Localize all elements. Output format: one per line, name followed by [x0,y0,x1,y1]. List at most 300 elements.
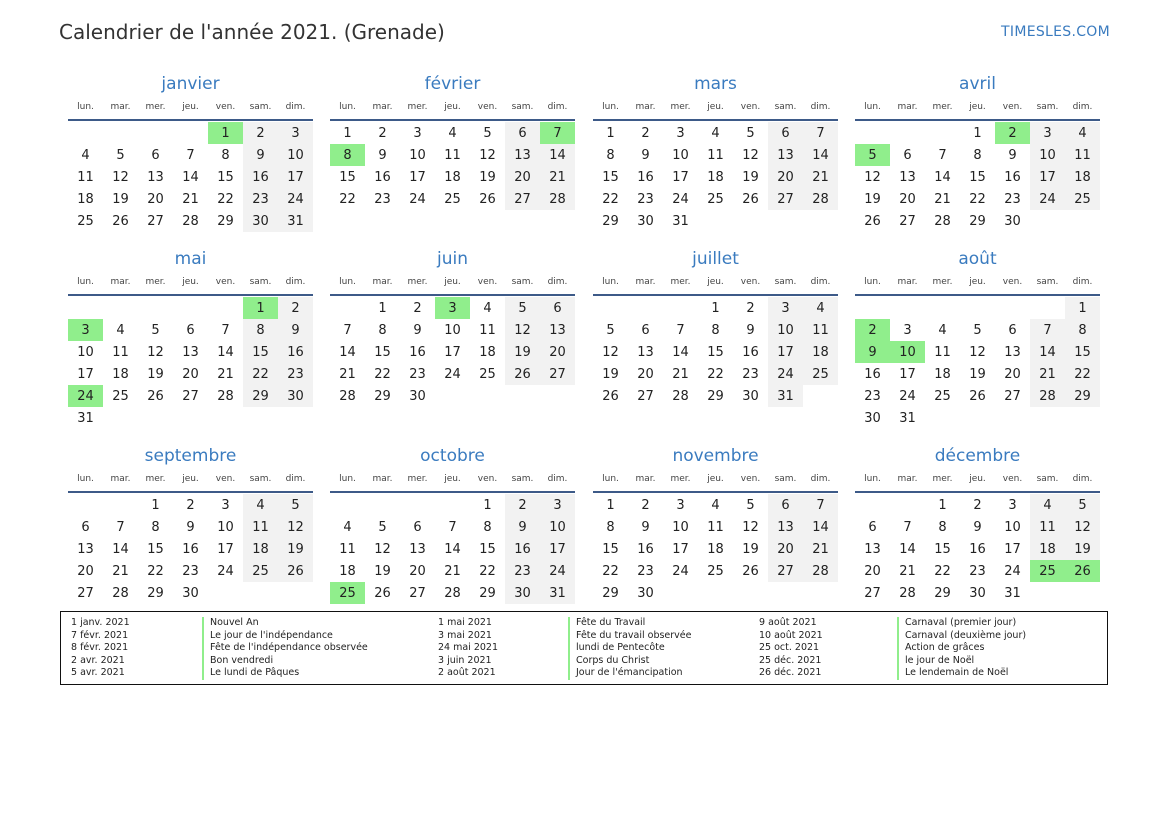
day-cell: 1 [606,497,615,513]
day-cell: 1 [973,125,982,141]
day-cell: 11 [479,322,496,338]
weekend-day-cell: 27 [540,363,575,385]
day-cell: 26 [864,213,881,229]
day-cell: 26 [479,191,496,207]
holiday-date: 5 avr. 2021 [71,667,125,678]
day-cell: 27 [147,213,164,229]
weekday-label: jeu. [707,277,724,287]
holiday-day-cell: 1 [208,122,243,144]
day-cell: 20 [409,563,426,579]
day-cell: 16 [969,541,986,557]
day-cell: 18 [112,366,129,382]
holiday-day-cell: 3 [68,319,103,341]
weekend-day-cell: 17 [1030,166,1065,188]
holiday-name: Fête du Travail [576,617,646,628]
weekday-label: dim. [547,474,568,484]
holiday-legend [60,611,1108,685]
weekday-label: sam. [511,102,534,112]
month-name: novembre [672,446,759,466]
day-cell: 21 [217,366,234,382]
holiday-name: Le lendemain de Noël [905,667,1009,678]
weekend-day-cell: 22 [243,363,278,385]
weekday-label: mer. [670,277,691,287]
weekday-label: mer. [145,277,166,287]
empty-cell [68,122,103,144]
weekend-day-cell: 20 [540,341,575,363]
weekday-label: mer. [932,102,953,112]
weekday-label: ven. [740,277,761,287]
day-cell: 12 [742,147,759,163]
day-cell: 20 [864,563,881,579]
holiday-day-cell: 8 [330,144,365,166]
day-cell: 5 [378,519,387,535]
day-cell: 11 [112,344,129,360]
day-cell: 6 [903,147,912,163]
day-cell: 22 [602,563,619,579]
day-cell: 10 [672,147,689,163]
day-cell: 5 [606,322,615,338]
weekday-label: ven. [215,277,236,287]
day-cell: 8 [151,519,160,535]
day-cell: 6 [151,147,160,163]
weekday-header [68,102,313,117]
month-11 [593,446,838,604]
weekend-day-cell: 10 [1030,144,1065,166]
weekend-day-cell: 14 [1030,341,1065,363]
day-cell: 12 [374,541,391,557]
weekend-day-cell: 6 [540,297,575,319]
weekday-label: jeu. [182,277,199,287]
weekend-day-cell: 20 [768,538,803,560]
legend-names-column [210,617,368,680]
day-cell: 25 [444,191,461,207]
holiday-name: Bon vendredi [210,654,274,666]
weekend-day-cell: 15 [1065,341,1100,363]
month-12 [855,446,1100,604]
day-cell: 13 [409,541,426,557]
weekday-label: lun. [602,474,619,484]
day-cell: 16 [742,344,759,360]
weekday-label: sam. [774,474,797,484]
day-cell: 11 [707,147,724,163]
weekday-label: jeu. [707,102,724,112]
weekday-label: lun. [339,474,356,484]
weekday-label: ven. [1002,102,1023,112]
day-cell: 24 [672,191,689,207]
day-cell: 2 [413,300,422,316]
day-cell: 29 [479,585,496,601]
month-divider [855,294,1100,296]
day-cell: 5 [746,497,755,513]
day-cell: 31 [1004,585,1021,601]
weekday-label: mar. [110,474,131,484]
day-cell: 19 [112,191,129,207]
day-cell: 15 [374,344,391,360]
legend-dates-column [71,617,130,680]
weekend-day-cell: 24 [540,560,575,582]
day-cell: 6 [413,519,422,535]
holiday-name: Carnaval (premier jour) [905,617,1017,628]
weekend-day-cell: 19 [505,341,540,363]
day-cell: 10 [1004,519,1021,535]
weekday-label: jeu. [969,474,986,484]
holiday-day-cell: 26 [1065,560,1100,582]
empty-cell [855,494,890,516]
month-name: octobre [420,446,485,466]
day-cell: 20 [77,563,94,579]
day-cell: 7 [676,322,685,338]
day-cell: 24 [217,563,234,579]
day-cell: 13 [182,344,199,360]
weekend-day-cell: 3 [540,494,575,516]
day-cell: 3 [221,497,230,513]
day-cell: 26 [112,213,129,229]
month-divider [855,491,1100,493]
day-cell: 31 [899,410,916,426]
day-cell: 22 [339,191,356,207]
day-cell: 24 [444,366,461,382]
day-cell: 8 [711,322,720,338]
empty-cell [925,122,960,144]
day-cell: 4 [711,125,720,141]
weekend-day-cell: 13 [505,144,540,166]
weekend-day-cell: 22 [1065,363,1100,385]
day-cell: 26 [374,585,391,601]
day-cell: 16 [182,541,199,557]
empty-cell [138,297,173,319]
day-cell: 22 [969,191,986,207]
legend-dates-column [438,617,498,680]
holiday-date: 2 avr. 2021 [71,654,125,666]
day-cell: 18 [339,563,356,579]
day-cell: 29 [374,388,391,404]
month-divider [593,119,838,121]
weekday-header [855,277,1100,292]
weekday-label: dim. [285,277,306,287]
day-cell: 20 [1004,366,1021,382]
weekend-day-cell: 1 [1065,297,1100,319]
weekend-day-cell: 16 [505,538,540,560]
weekend-day-cell: 13 [768,144,803,166]
day-cell: 5 [483,125,492,141]
holiday-day-cell: 10 [890,341,925,363]
day-cell: 14 [934,169,951,185]
weekend-day-cell: 31 [278,210,313,232]
weekend-day-cell: 16 [278,341,313,363]
day-cell: 8 [378,322,387,338]
month-name: décembre [934,446,1021,466]
day-cell: 11 [77,169,94,185]
month-divider [593,294,838,296]
empty-cell [103,122,138,144]
day-cell: 12 [147,344,164,360]
day-cell: 29 [602,213,619,229]
day-cell: 30 [969,585,986,601]
empty-cell [208,297,243,319]
holiday-day-cell: 1 [243,297,278,319]
month-divider [68,119,313,121]
weekday-label: mar. [372,474,393,484]
empty-cell [663,297,698,319]
weekday-label: mer. [407,277,428,287]
holiday-name: Nouvel An [210,617,259,628]
day-cell: 4 [711,497,720,513]
holiday-name: Fête du travail observée [576,629,692,641]
day-cell: 30 [742,388,759,404]
day-cell: 19 [602,366,619,382]
empty-cell [365,494,400,516]
holiday-name: Corps du Christ [576,654,650,666]
empty-cell [173,297,208,319]
month-name: avril [959,74,996,94]
weekend-day-cell: 14 [540,144,575,166]
day-cell: 2 [641,497,650,513]
day-cell: 24 [672,563,689,579]
day-cell: 1 [483,497,492,513]
holiday-date: 1 mai 2021 [438,617,492,628]
day-cell: 12 [969,344,986,360]
day-cell: 16 [374,169,391,185]
month-6 [330,249,575,407]
weekend-day-cell: 26 [505,363,540,385]
weekend-day-cell: 27 [505,188,540,210]
holiday-date: 2 août 2021 [438,667,496,678]
weekday-label: mar. [897,102,918,112]
holiday-date: 26 déc. 2021 [759,667,822,678]
weekend-day-cell: 8 [243,319,278,341]
day-cell: 24 [1004,563,1021,579]
holiday-day-cell: 2 [855,319,890,341]
weekday-header [330,102,575,117]
day-cell: 13 [899,169,916,185]
day-cell: 15 [217,169,234,185]
day-cell: 11 [444,147,461,163]
day-cell: 15 [147,541,164,557]
holiday-date: 25 oct. 2021 [759,642,820,653]
weekend-day-cell: 4 [1065,122,1100,144]
day-cell: 27 [864,585,881,601]
day-cell: 17 [77,366,94,382]
holiday-name: Jour de l'émancipation [576,667,683,678]
weekday-header [593,277,838,292]
empty-cell [890,297,925,319]
weekend-day-cell: 5 [1065,494,1100,516]
day-cell: 12 [602,344,619,360]
day-cell: 7 [186,147,195,163]
day-grid [855,122,1100,232]
day-cell: 12 [742,519,759,535]
day-cell: 10 [409,147,426,163]
day-cell: 7 [448,519,457,535]
weekend-day-cell: 12 [505,319,540,341]
weekday-header [330,474,575,489]
month-name: janvier [161,74,220,94]
day-cell: 29 [934,585,951,601]
weekend-day-cell: 8 [1065,319,1100,341]
weekend-day-cell: 27 [768,188,803,210]
day-cell: 25 [934,388,951,404]
weekday-label: mar. [897,277,918,287]
day-cell: 9 [641,519,650,535]
weekend-day-cell: 30 [505,582,540,604]
holiday-day-cell: 25 [330,582,365,604]
brand-link[interactable]: TIMESLES.COM [1001,24,1110,40]
day-cell: 30 [1004,213,1021,229]
month-name: juin [437,249,468,269]
day-grid [330,122,575,210]
day-cell: 3 [676,497,685,513]
day-cell: 24 [899,388,916,404]
weekend-day-cell: 21 [1030,363,1065,385]
weekend-day-cell: 25 [1065,188,1100,210]
day-cell: 18 [707,169,724,185]
day-cell: 19 [864,191,881,207]
day-cell: 8 [938,519,947,535]
day-cell: 7 [903,519,912,535]
month-name: juillet [692,249,739,269]
day-cell: 3 [903,322,912,338]
day-cell: 23 [864,388,881,404]
day-cell: 12 [112,169,129,185]
weekday-label: mer. [145,474,166,484]
day-cell: 25 [479,366,496,382]
day-cell: 5 [151,322,160,338]
day-cell: 3 [413,125,422,141]
weekend-day-cell: 6 [505,122,540,144]
holiday-color-marker [202,617,204,680]
day-cell: 2 [746,300,755,316]
weekday-header [855,474,1100,489]
day-cell: 17 [672,169,689,185]
weekend-day-cell: 18 [803,341,838,363]
weekend-day-cell: 18 [1030,538,1065,560]
day-cell: 1 [151,497,160,513]
day-cell: 6 [81,519,90,535]
weekday-label: mar. [635,277,656,287]
day-cell: 23 [182,563,199,579]
day-cell: 28 [339,388,356,404]
weekend-day-cell: 28 [1030,385,1065,407]
weekend-day-cell: 23 [243,188,278,210]
holiday-date: 10 août 2021 [759,629,823,641]
weekday-label: mer. [932,474,953,484]
weekend-day-cell: 9 [278,319,313,341]
holiday-day-cell: 24 [68,385,103,407]
day-cell: 15 [969,169,986,185]
day-cell: 21 [934,191,951,207]
holiday-date: 1 janv. 2021 [71,617,130,628]
empty-cell [628,297,663,319]
weekend-day-cell: 7 [803,122,838,144]
weekend-day-cell: 18 [1065,166,1100,188]
empty-cell [103,297,138,319]
month-divider [68,294,313,296]
day-cell: 19 [742,541,759,557]
weekend-day-cell: 11 [803,319,838,341]
day-cell: 11 [934,344,951,360]
month-divider [330,491,575,493]
weekend-day-cell: 27 [768,560,803,582]
day-cell: 5 [973,322,982,338]
empty-cell [103,494,138,516]
day-cell: 20 [899,191,916,207]
weekday-label: sam. [774,277,797,287]
day-cell: 14 [112,541,129,557]
month-4 [855,74,1100,232]
day-cell: 17 [217,541,234,557]
empty-cell [925,297,960,319]
weekend-day-cell: 24 [768,363,803,385]
holiday-date: 8 févr. 2021 [71,642,129,653]
day-cell: 21 [339,366,356,382]
weekend-day-cell: 9 [243,144,278,166]
day-cell: 2 [973,497,982,513]
day-cell: 29 [602,585,619,601]
weekday-label: sam. [1036,277,1059,287]
weekend-day-cell: 19 [278,538,313,560]
day-cell: 5 [116,147,125,163]
day-cell: 1 [711,300,720,316]
day-cell: 7 [343,322,352,338]
holiday-day-cell: 2 [995,122,1030,144]
day-cell: 4 [448,125,457,141]
weekend-day-cell: 13 [768,516,803,538]
day-cell: 13 [864,541,881,557]
weekend-day-cell: 3 [278,122,313,144]
day-cell: 1 [938,497,947,513]
day-cell: 26 [969,388,986,404]
day-cell: 15 [479,541,496,557]
weekday-label: jeu. [182,474,199,484]
weekday-label: ven. [740,102,761,112]
day-cell: 20 [637,366,654,382]
day-cell: 14 [444,541,461,557]
empty-cell [68,494,103,516]
weekday-label: mer. [932,277,953,287]
day-cell: 30 [864,410,881,426]
weekday-header [330,277,575,292]
weekday-header [68,277,313,292]
weekend-day-cell: 19 [1065,538,1100,560]
day-cell: 1 [378,300,387,316]
day-grid [593,494,838,604]
day-cell: 27 [1004,388,1021,404]
holiday-day-cell: 5 [855,144,890,166]
day-cell: 2 [378,125,387,141]
day-cell: 18 [934,366,951,382]
holiday-name: le jour de Noël [905,654,975,666]
weekend-day-cell: 2 [243,122,278,144]
day-cell: 22 [707,366,724,382]
weekday-label: lun. [77,102,94,112]
day-cell: 27 [77,585,94,601]
day-cell: 19 [374,563,391,579]
day-cell: 29 [147,585,164,601]
day-cell: 12 [864,169,881,185]
weekend-day-cell: 15 [243,341,278,363]
day-cell: 11 [707,519,724,535]
weekday-label: mer. [145,102,166,112]
weekday-header [593,474,838,489]
day-cell: 6 [186,322,195,338]
weekday-label: mer. [670,474,691,484]
day-cell: 9 [641,147,650,163]
weekend-day-cell: 17 [540,538,575,560]
weekend-day-cell: 23 [505,560,540,582]
day-cell: 9 [1008,147,1017,163]
day-cell: 30 [182,585,199,601]
day-grid [68,122,313,232]
